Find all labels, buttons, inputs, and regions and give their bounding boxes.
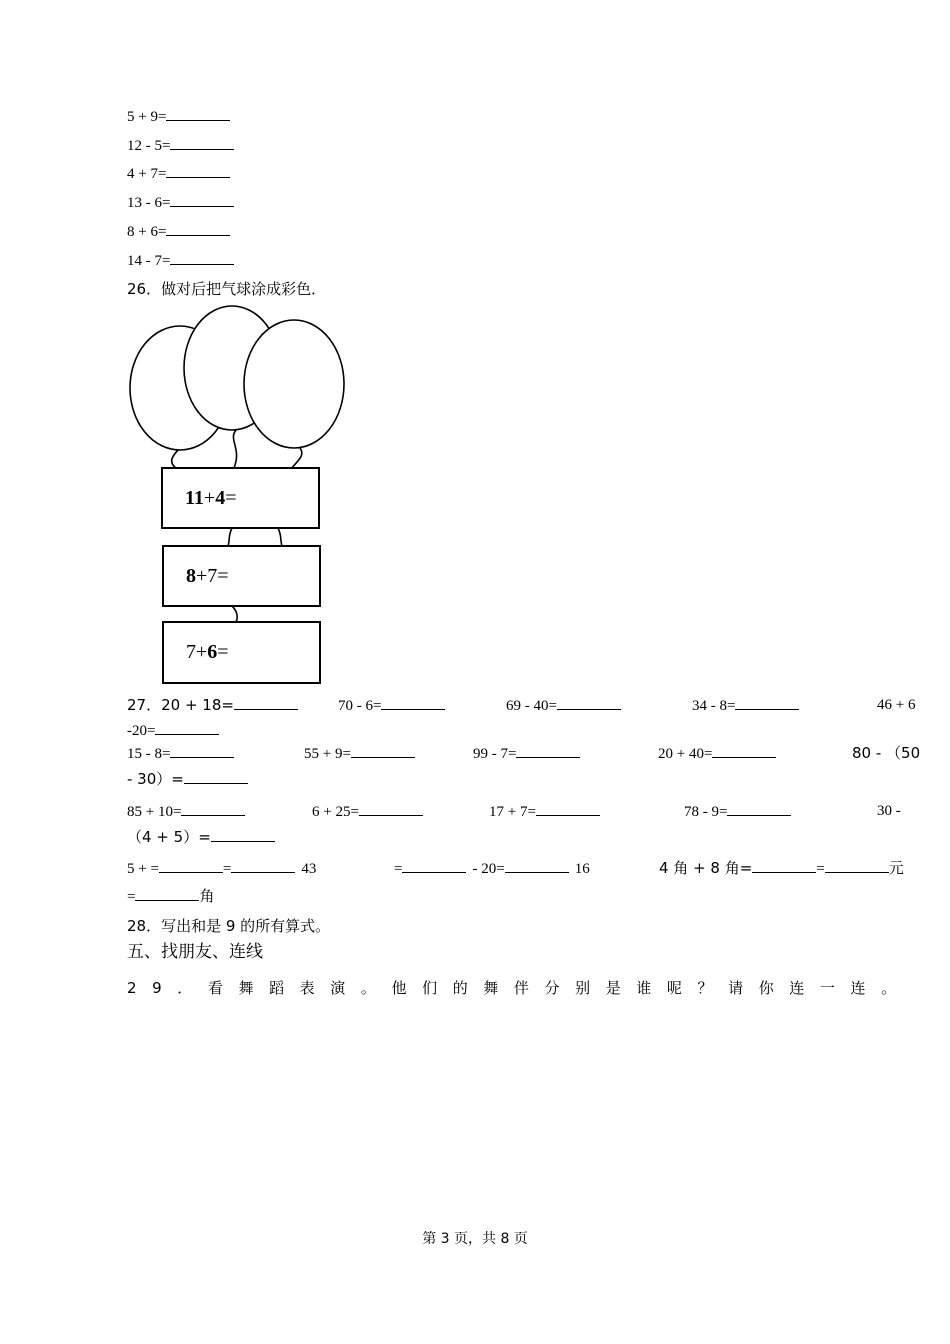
answer-blank[interactable] bbox=[351, 743, 415, 758]
q27-row1-item5: 46 + 6 bbox=[877, 697, 916, 713]
q27-row2-item3 bbox=[473, 743, 580, 764]
equation-text: 4 角 + 8 角= bbox=[659, 859, 753, 877]
equation-text: 20 + 40= bbox=[658, 746, 713, 762]
balloon-string bbox=[278, 528, 282, 546]
question-28: 28．写出和是 9 的所有算式。 bbox=[127, 917, 331, 935]
equation-text: （4 + 5）= bbox=[127, 828, 211, 846]
q27-row1-item1 bbox=[127, 695, 298, 716]
equals-sign: = bbox=[217, 564, 229, 587]
q27-row1-item2 bbox=[338, 695, 445, 716]
question-26-title: 26．做对后把气球涂成彩色． bbox=[127, 280, 327, 298]
equation-text: 15 - 8= bbox=[127, 746, 171, 762]
answer-blank[interactable] bbox=[155, 720, 219, 735]
equals-sign: = bbox=[816, 861, 825, 877]
answer-blank[interactable] bbox=[231, 858, 295, 873]
answer-blank[interactable] bbox=[536, 801, 600, 816]
answer-blank[interactable] bbox=[211, 827, 275, 842]
unit-text: 元 bbox=[888, 859, 904, 877]
q27-row4-part2 bbox=[394, 858, 590, 879]
operand-a: 7 bbox=[186, 641, 196, 663]
number-text: 43 bbox=[301, 861, 317, 877]
balloon-icon bbox=[244, 320, 344, 448]
question-29: 29．看舞蹈表演。他们的舞伴分别是谁呢？请你连一连。 bbox=[127, 979, 912, 997]
answer-blank[interactable] bbox=[712, 743, 776, 758]
q27-row3-item2 bbox=[312, 801, 423, 822]
q27-row1-cont bbox=[127, 720, 219, 741]
q27-row3-item3 bbox=[489, 801, 600, 822]
balloon-string bbox=[292, 448, 302, 468]
q27-row1-item3 bbox=[506, 695, 621, 716]
answer-blank[interactable] bbox=[402, 858, 466, 873]
answer-blank[interactable] bbox=[159, 858, 223, 873]
answer-blank[interactable] bbox=[727, 801, 791, 816]
answer-blank[interactable] bbox=[381, 695, 445, 710]
q27-row2-cont bbox=[127, 769, 248, 790]
equation-text: 12 - 5= bbox=[127, 138, 171, 154]
equation-text: 8 + 6= bbox=[127, 224, 167, 240]
equals-sign: = bbox=[127, 889, 136, 905]
equation-text: 34 - 8= bbox=[692, 698, 736, 714]
q27-row2-item5: 80 - （50 bbox=[852, 744, 921, 762]
equals-sign: = bbox=[217, 641, 229, 663]
equation-text: 14 - 7= bbox=[127, 253, 171, 269]
balloon-string bbox=[232, 606, 237, 622]
equation-text: -20= bbox=[127, 723, 156, 739]
operator: + bbox=[203, 486, 216, 509]
operand-b: 6 bbox=[207, 641, 218, 663]
q27-row3-item1 bbox=[127, 801, 245, 822]
equals-sign: = bbox=[222, 861, 232, 877]
number-text: 16 bbox=[574, 861, 590, 877]
q27-row4-part3 bbox=[659, 858, 904, 879]
equation-text: - 30）= bbox=[127, 770, 184, 788]
equation-text: 5 + 9= bbox=[127, 109, 167, 125]
answer-blank[interactable] bbox=[359, 801, 423, 816]
answer-blank[interactable] bbox=[752, 858, 816, 873]
equation-text: 55 + 9= bbox=[304, 746, 351, 762]
operand-b: 7 bbox=[207, 564, 218, 587]
q27-row2-item2 bbox=[304, 743, 415, 764]
q27-row3-cont bbox=[127, 827, 275, 848]
equation-text: 85 + 10= bbox=[127, 804, 182, 820]
q27-row1-item4 bbox=[692, 695, 799, 716]
equation-text: 70 - 6= bbox=[338, 698, 382, 714]
balloon-box-2[interactable] bbox=[162, 545, 321, 607]
equation-text: 13 - 6= bbox=[127, 195, 171, 211]
equation-text: 69 - 40= bbox=[506, 698, 557, 714]
operator: + bbox=[196, 564, 208, 587]
balloon-box-3[interactable] bbox=[162, 621, 321, 684]
operand-a: 8 bbox=[186, 564, 196, 587]
answer-blank[interactable] bbox=[135, 886, 199, 901]
section-5-title: 五、找朋友、连线 bbox=[127, 942, 263, 962]
answer-blank[interactable] bbox=[234, 695, 298, 710]
answer-blank[interactable] bbox=[170, 743, 234, 758]
answer-blank[interactable] bbox=[557, 695, 621, 710]
equation-text: 27．20 + 18= bbox=[127, 696, 234, 714]
answer-blank[interactable] bbox=[825, 858, 889, 873]
equation-text: 99 - 7= bbox=[473, 746, 517, 762]
answer-blank[interactable] bbox=[184, 769, 248, 784]
q27-row3-item4 bbox=[684, 801, 791, 822]
equation-text: 6 + 25= bbox=[312, 804, 359, 820]
q27-row2-item1 bbox=[127, 743, 234, 764]
balloon-box-1[interactable] bbox=[161, 467, 320, 529]
equation-text: 78 - 9= bbox=[684, 804, 728, 820]
operand-b: 4 bbox=[215, 486, 226, 509]
balloon-string bbox=[172, 448, 180, 468]
equation-text: 4 + 7= bbox=[127, 166, 167, 182]
answer-blank[interactable] bbox=[735, 695, 799, 710]
balloon-string bbox=[228, 528, 232, 546]
q27-row2-item4 bbox=[658, 743, 776, 764]
answer-blank[interactable] bbox=[505, 858, 569, 873]
page-number-footer: 第 3 页，共 8 页 bbox=[422, 1231, 528, 1247]
equals-sign: = bbox=[394, 861, 403, 877]
q27-row4-cont bbox=[127, 886, 214, 907]
unit-text: 角 bbox=[199, 887, 215, 905]
answer-blank[interactable] bbox=[516, 743, 580, 758]
equation-text: 5 + = bbox=[127, 861, 159, 877]
equals-sign: = bbox=[225, 486, 237, 509]
operator: + bbox=[196, 641, 208, 663]
q27-row4-part1 bbox=[127, 858, 316, 879]
equation-text: 17 + 7= bbox=[489, 804, 536, 820]
balloon-string bbox=[233, 430, 236, 468]
answer-blank[interactable] bbox=[181, 801, 245, 816]
operand-a: 11 bbox=[185, 486, 204, 509]
equation-text: - 20= bbox=[472, 861, 505, 877]
q27-row3-item5: 30 - bbox=[877, 803, 901, 819]
